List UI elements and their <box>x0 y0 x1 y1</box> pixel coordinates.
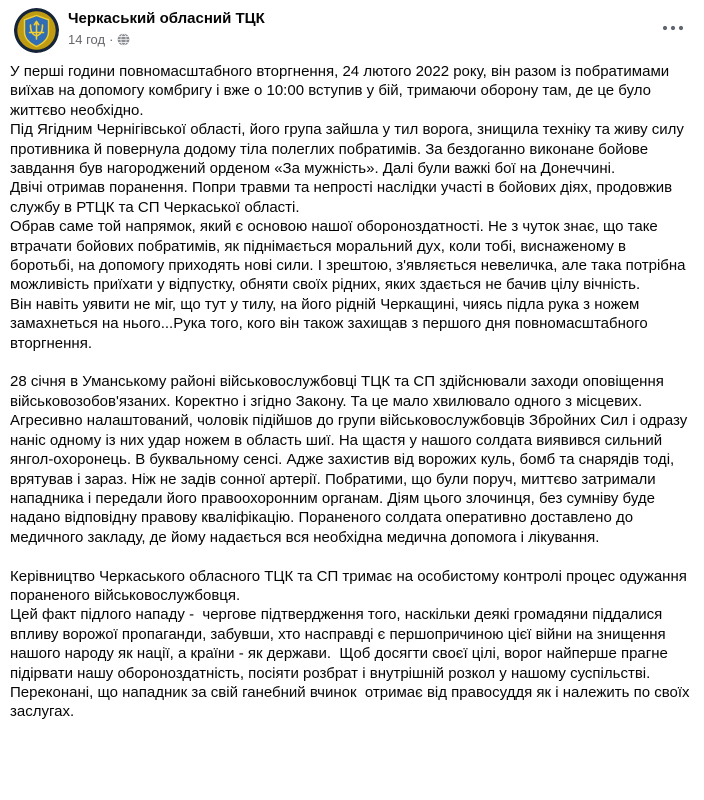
ellipsis-menu-icon <box>662 24 684 32</box>
post-timestamp[interactable]: 14 год <box>68 32 106 47</box>
post-meta <box>68 31 690 48</box>
post-paragraph: Під Ягідним Чернігівської області, його група зайшла у тил ворога, знищила техніку та живу силу противника й повернула додому тіла полеглих побратимів. За бездоганно виконане бойове завдання був нагороджений орденом «За мужність». Далі були важкі бої на Донеччині. <box>10 121 689 178</box>
post-paragraph: Цей факт підлого нападу - чергове підтвердження того, наскільки деякі громадяни піддалися впливу ворожої пропаганди, забувши, хто насправді є першопричиною цієї війни на знищення нашого народу як нації, а країни - як держави. Щоб досягти своєї цілі, ворог найперше прагне підірвати нашу обороноздатність, посіяти розбрат і внутрішній розкол у нашому суспільстві. <box>10 606 673 682</box>
page-name[interactable]: Черкаський обласний ТЦК <box>68 10 265 27</box>
header-text <box>68 8 690 48</box>
post-text <box>0 60 704 722</box>
page-avatar[interactable] <box>14 8 59 53</box>
post-header <box>0 0 704 60</box>
post-paragraph: Двічі отримав поранення. Попри травми та непрості наслідки участі в бойових діях, продовжив службу в РТЦК та СП Черкаської області. <box>10 179 677 216</box>
post-paragraph: Переконані, що нападник за свій ганебний вчинок отримає від правосуддя як і належить по своїх заслугах. <box>10 683 694 721</box>
meta-separator: · <box>109 32 114 47</box>
globe-public-icon <box>117 33 130 46</box>
post-paragraph: Він навіть уявити не міг, що тут у тилу, на його рідній Черкащині, чиясь підла рука з ножем замахнеться на нього...Рука того, кого він також захищав з першого дня повномасштабного вторгнення. <box>10 295 652 352</box>
post-paragraph: У перші години повномасштабного вторгнення, 24 лютого 2022 року, він разом із побратимами виїхав на допомогу комбригу і вже о 10:00 вступив у бій, тримаючи оборону там, де це було життєво необхідно. <box>10 63 674 119</box>
post-options-button[interactable] <box>656 14 690 42</box>
tcc-emblem-icon <box>14 8 59 53</box>
post-paragraph: Керівництво Черкаського обласного ТЦК та СП тримає на особистому контролі процес одужання пораненого військовослужбовця. <box>10 567 692 604</box>
post-paragraph: Обрав саме той напрямок, який є основою нашої обороноздатності. Не з чуток знає, що таке втрачати бойових побратимів, як піднімається моральний дух, коли тобі, виснаженому в боротьбі, на допомогу приходять нові сили. І зрештою, з'являється невеличка, але така потрібна можливість приїхати у відпустку, обняти своїх рідних, яких здається не бачив цілу вічність. <box>10 218 690 294</box>
post-paragraph: 28 січня в Уманському районі військовослужбовці ТЦК та СП здійснювали заходи оповіщення військовозобов'язаних. Коректно і згідно Закону. Та це мало хвилювало одного з місцевих. Агресивно налаштований, чоловік підійшов до групи військовослужбовців Збройних Сил і одразу наніс одному із них удар ножем в область шиї. На щастя у нашого солдата виявився сильний янгол-охоронець. В буквальному сенсі. Адже захистив від ворожих куль, бомб та снарядів тоді, врятував і зараз. Ніж не задів сонної артерії. Побратими, що були поруч, миттєво затримали нападника і передали його правоохоронним органам. Діям цього злочинця, без сумніву буде надано відповідну правову кваліфікацію. Пораненого солдата оперативно доставлено до медичного закладу, де йому надається вся необхідна медична допомога і лікування. <box>10 373 692 546</box>
